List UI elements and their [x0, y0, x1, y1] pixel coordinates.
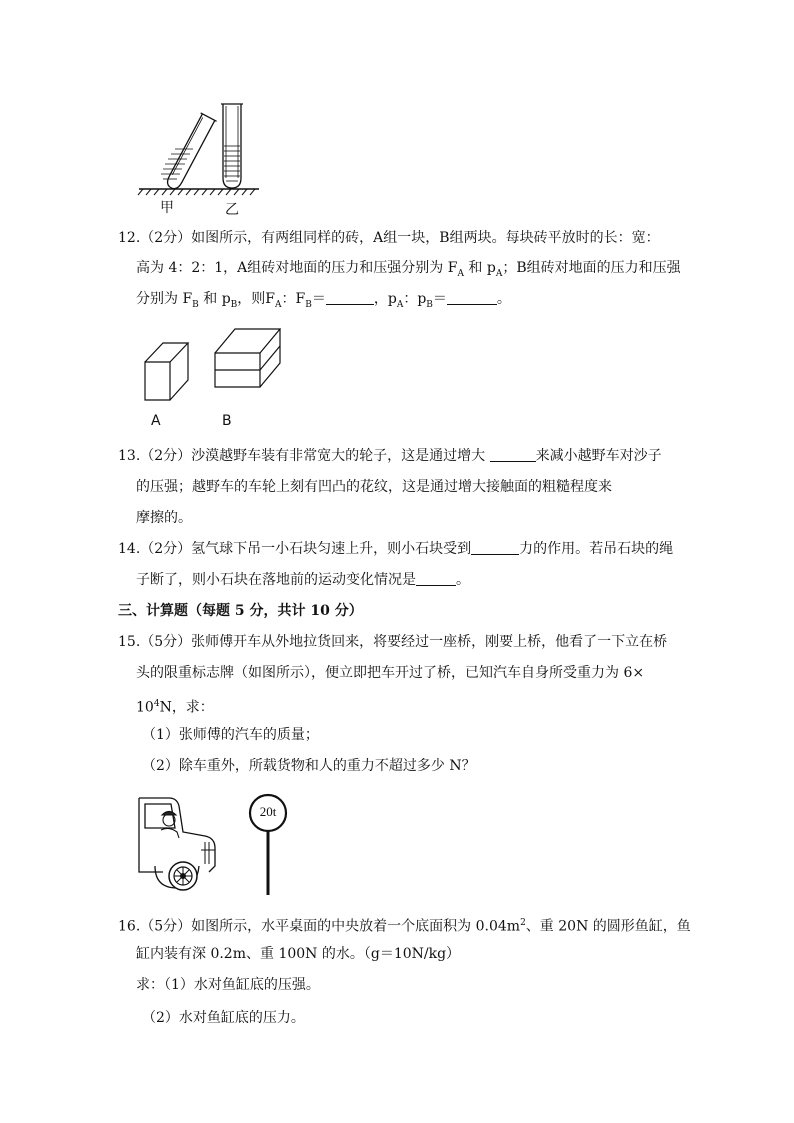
q16-line-2: 缸内装有深 0.2m、重 100N 的水。（g＝10N/kg） — [136, 946, 461, 962]
q13-line-1: 13.（2分）沙漠越野车装有非常宽大的轮子，这是通过增大 来减小越野车对沙子 — [118, 448, 662, 464]
q15-sub-1: （1）张师傅的汽车的质量； — [142, 727, 319, 743]
brick-label-a: A — [151, 413, 161, 429]
brick-label-b: B — [222, 413, 232, 429]
q12-line-2: 高为 4：2：1，A组砖对地面的压力和压强分别为 $F_A$ 和 $p_A$；B组砖对地面的压力和压强 — [136, 260, 681, 279]
q15-sub-2: （2）除车重外，所载货物和人的重力不超过多少 N？ — [142, 758, 476, 774]
q13-line-3: 摩擦的。 — [136, 510, 192, 526]
answer-blank[interactable] — [471, 540, 519, 555]
brick-figure — [140, 325, 300, 405]
q16-sub-2: （2）水对鱼缸底的压力。 — [142, 1010, 305, 1026]
section-heading: 三、计算题（每题 5 分，共计 10 分） — [118, 603, 363, 619]
q14-line-2: 子断了，则小石块在落地前的运动变化情况是 。 — [136, 572, 470, 588]
answer-blank[interactable] — [447, 290, 497, 305]
q15-line-3: $10^4N$，求： — [136, 699, 214, 716]
q12-line-1: 12.（2分）如图所示，有两组同样的砖，A组一块，B组两块。每块砖平放时的长：宽： — [118, 230, 660, 246]
q15-line-2: 头的限重标志牌（如图所示），便立即把车开过了桥，已知汽车自身所受重力为 6× — [136, 665, 645, 681]
q15-line-1: 15.（5分）张师傅开车从外地拉货回来，将要经过一座桥，刚要上桥，他看了一下立在桥 — [118, 634, 668, 650]
q16-line-1: 16.（5分）如图所示，水平桌面的中央放着一个底面积为 $0.04m^2$、重 20N 的圆形鱼缸，鱼 — [118, 918, 691, 935]
answer-blank[interactable] — [490, 447, 536, 462]
test-tube-figure — [135, 98, 265, 198]
q12-line-3: 分别为 $F_B$ 和 $p_B$，则$F_A$：$F_B=$ ，$p_A$：$p_B=$ 。 — [136, 291, 511, 310]
truck-figure — [135, 792, 225, 898]
q16-sub-1: 求：（1）水对鱼缸底的压强。 — [136, 977, 320, 993]
sign-text: 20t — [259, 804, 277, 819]
answer-blank[interactable] — [326, 290, 374, 305]
q14-line-1: 14.（2分）氢气球下吊一小石块匀速上升，则小石块受到 力的作用。若吊石块的绳 — [118, 541, 674, 557]
answer-blank[interactable] — [416, 571, 456, 586]
tube-label-yi: 乙 — [225, 202, 239, 218]
tube-label-jia: 甲 — [160, 200, 174, 216]
q13-line-2: 的压强；越野车的车轮上刻有凹凸的花纹，这是通过增大接触面的粗糙程度来 — [136, 479, 612, 495]
